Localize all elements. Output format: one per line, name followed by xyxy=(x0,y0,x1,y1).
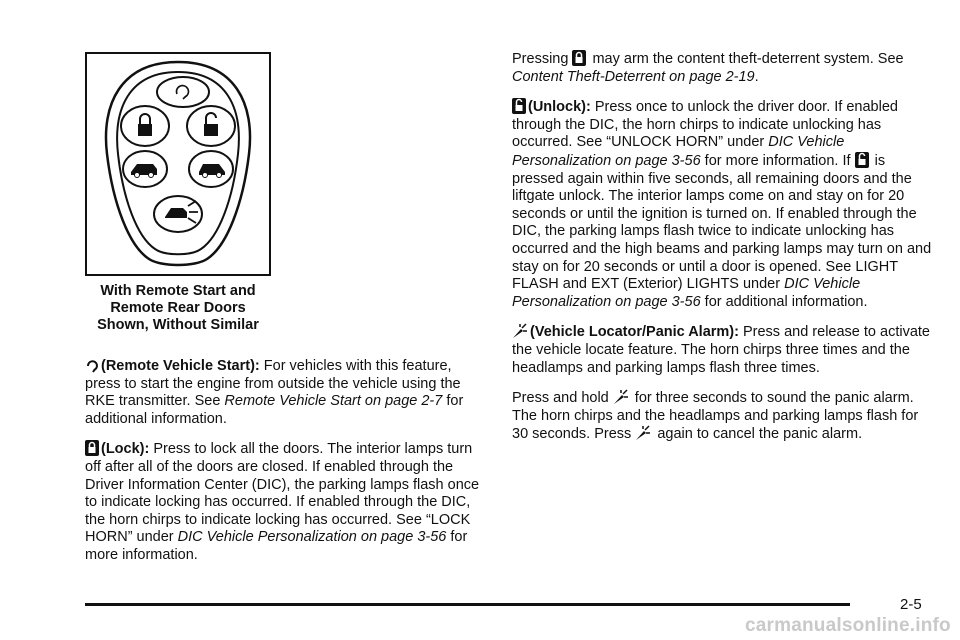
body-text: Press once to unlock the driver door. If enabled through the DIC, the horn chirps to indicate unlocking has occurred. See “UNLOCK HORN” under xyxy=(512,99,898,151)
page-number: 2-5 xyxy=(900,596,922,613)
lock-icon xyxy=(572,50,586,66)
fob-rear-door-right-button xyxy=(189,151,233,187)
body-text: again to cancel the panic alarm. xyxy=(653,426,863,443)
cross-reference-link[interactable]: Content Theft-Deterrent on page 2-19 xyxy=(512,68,755,85)
body-text: may arm the content theft-deterrent system. See xyxy=(588,51,904,67)
key-fob-figure xyxy=(85,52,271,276)
figure-caption xyxy=(80,283,276,334)
key-fob-illustration xyxy=(87,54,269,274)
remote-start-paragraph xyxy=(85,357,485,428)
body-text: Press and release to activate the vehicle locate feature. The horn chirps three times and the headlamps and parking lamps flash three times. xyxy=(512,324,930,376)
footer-rule xyxy=(85,603,850,606)
fob-rear-door-left-button xyxy=(123,151,167,187)
unlock-paragraph xyxy=(512,98,932,311)
remote-start-icon xyxy=(85,357,99,373)
unlock-term: (Unlock): xyxy=(528,99,591,116)
lock-paragraph xyxy=(85,440,485,564)
body-text: for more information. If xyxy=(700,152,855,169)
left-column xyxy=(85,357,485,577)
cross-reference-link[interactable]: DIC Vehicle Personalization on page 3-56 xyxy=(512,134,845,169)
body-text: for additional information. xyxy=(700,293,868,310)
theft-deterrent-paragraph xyxy=(512,50,932,86)
vehicle-locator-paragraph xyxy=(512,323,932,377)
body-text: For vehicles with this feature, press to start the engine from outside the vehicle using the RKE transmitter. See xyxy=(85,358,461,410)
remote-start-term: (Remote Vehicle Start): xyxy=(101,358,260,374)
caption-line: Remote Rear Doors xyxy=(110,300,246,316)
body-text: Press to lock all the doors. The interior lamps turn off after all of the doors are closed. If enabled through the Driver Information Center (DIC), the parking lamps flash once to indicate locking has occurred. If enabled through the DIC, the horn chirps to indicate locking has occurred. See “LOCK HORN” under xyxy=(85,441,480,546)
caption-line: Shown, Without Similar xyxy=(97,317,259,333)
watermark: carmanualsonline.info xyxy=(745,615,951,636)
fob-panic-button xyxy=(154,196,202,232)
body-text: Pressing xyxy=(512,51,573,67)
fob-lock-button xyxy=(121,106,169,146)
body-text: for more information. xyxy=(85,529,468,563)
cross-reference-link[interactable]: DIC Vehicle Personalization on page 3-56 xyxy=(177,529,447,546)
panic-horn-icon xyxy=(635,425,651,441)
unlock-icon xyxy=(512,98,526,114)
lock-term: (Lock): xyxy=(101,441,150,458)
fob-unlock-button xyxy=(187,106,235,146)
body-text: . xyxy=(754,68,759,85)
body-text: is pressed again within five seconds, all remaining doors and the liftgate unlock. The interior lamps come on and stay on for 20 seconds or until the ignition is turned on. If enabled through the DIC, the parking lamps flash twice to indicate unlocking has occurred and the high beams and parking lamps may turn on and stay on for 20 seconds or until a door is opened. See LIGHT FLASH and EXT (Exterior) LIGHTS under xyxy=(512,152,932,293)
cross-reference-link[interactable]: Remote Vehicle Start on page 2-7 xyxy=(224,393,443,410)
vehicle-locator-term: (Vehicle Locator/Panic Alarm): xyxy=(530,324,739,341)
body-text: for additional information. xyxy=(85,393,464,427)
cross-reference-link[interactable]: DIC Vehicle Personalization on page 3-56 xyxy=(512,276,861,310)
body-text: for three seconds to sound the panic alarm. The horn chirps and the headlamps and parking lamps flash for 30 seconds. Press xyxy=(512,390,919,443)
caption-line: With Remote Start and xyxy=(100,283,256,299)
right-column xyxy=(512,50,932,456)
panic-alarm-paragraph xyxy=(512,389,932,444)
body-text: Press and hold xyxy=(512,390,613,407)
panic-horn-icon xyxy=(512,323,528,339)
lock-icon xyxy=(85,440,99,456)
unlock-icon xyxy=(855,152,869,168)
panic-horn-icon xyxy=(613,389,629,405)
fob-remote-start-button xyxy=(157,77,209,107)
